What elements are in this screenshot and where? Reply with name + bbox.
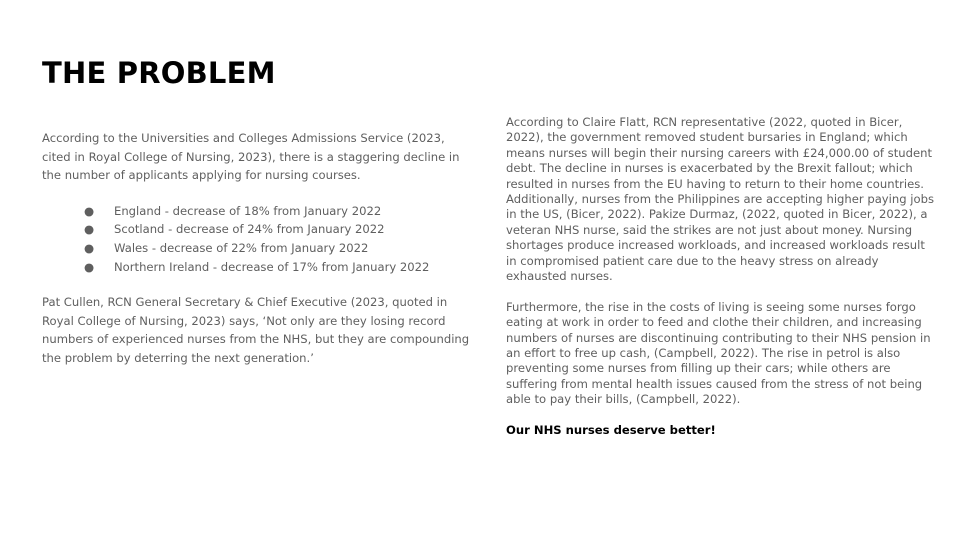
list-item-northern-ireland: [84, 258, 474, 277]
list-item-text: England - decrease of 18% from January 2022: [114, 203, 382, 218]
intro-paragraph: According to the Universities and Colleges Admissions Service (2023, cited in Royal College of Nursing, 2023), there is a staggering decline in the number of applicants applying for nursing courses.: [42, 131, 460, 183]
bullet-icon: ●: [84, 222, 95, 237]
list-item-text: Wales - decrease of 22% from January 2022: [114, 240, 369, 255]
right-column: [506, 115, 938, 439]
list-item-text: Northern Ireland - decrease of 17% from January 2022: [114, 259, 430, 274]
list-item-scotland: [84, 220, 474, 239]
bullet-icon: ●: [84, 203, 95, 218]
left-column: [42, 129, 474, 368]
slide-title: THE PROBLEM: [42, 56, 276, 90]
bursary-paragraph: According to Claire Flatt, RCN representative (2022, quoted in Bicer, 2022), the government removed student bursaries in England; which means nurses will begin their nursing careers with £24,000.00 of student debt. The decline in nurses is exacerbated by the Brexit fallout; which resulted in nurses from the EU having to return to their home countries. Additionally, nurses from the Philippines are accepting higher paying jobs in the US, (Bicer, 2022). Pakize Durmaz, (2022, quoted in Bicer, 2022), a veteran NHS nurse, said the strikes are not just about money. Nursing shortages produce increased workloads, and increased workloads result in compromised patient care due to the heavy stress on already exhausted nurses.: [506, 115, 934, 284]
decline-list: [42, 202, 474, 276]
list-item-england: [84, 202, 474, 221]
bullet-icon: ●: [84, 240, 95, 255]
quote-paragraph: Pat Cullen, RCN General Secretary & Chief Executive (2023, quoted in Royal College of Nursing, 2023) says, ‘Not only are they losing record numbers of experienced nurses from the NHS, but they are compounding the problem by deterring the next generation.’: [42, 295, 470, 365]
closing-statement: Our NHS nurses deserve better!: [506, 423, 716, 438]
cost-of-living-paragraph: Furthermore, the rise in the costs of living is seeing some nurses forgo eating at work in order to feed and clothe their children, and increasing numbers of nurses are discontinuing contributing to their NHS pension in an effort to free up cash, (Campbell, 2022). The rise in petrol is also preventing some nurses from filling up their cars; while others are suffering from mental health issues caused from the stress of not being able to pay their bills, (Campbell, 2022).: [506, 299, 931, 407]
list-item-text: Scotland - decrease of 24% from January 2022: [114, 222, 385, 237]
paragraph-spacer: [506, 408, 938, 423]
bullet-icon: ●: [84, 259, 95, 274]
paragraph-spacer: [506, 284, 938, 299]
list-item-wales: [84, 239, 474, 258]
